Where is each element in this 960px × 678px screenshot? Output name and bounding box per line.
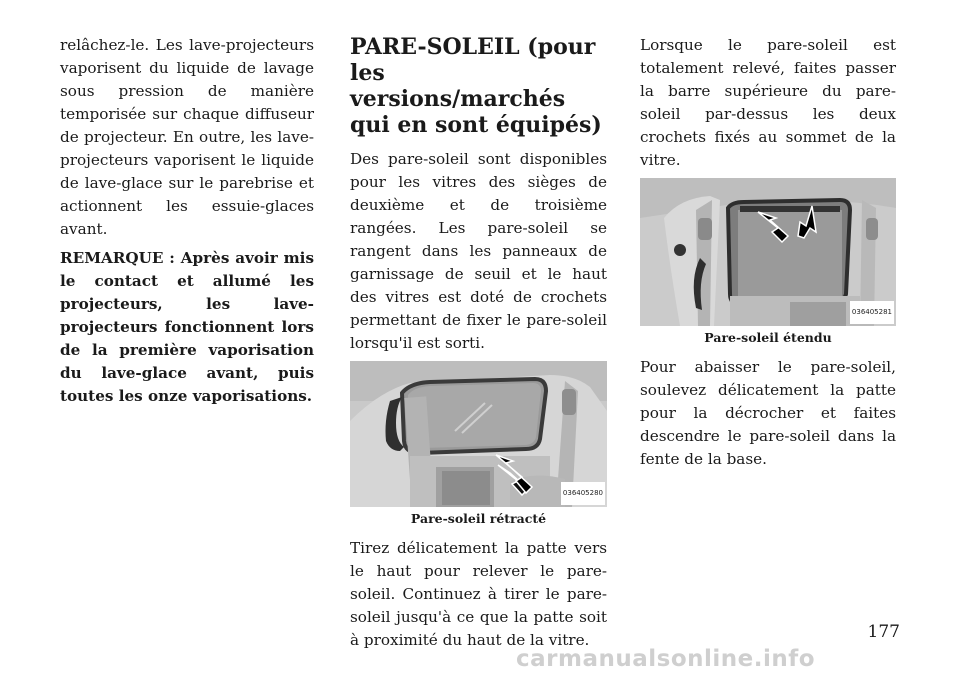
paragraph-raise-sunshade: Tirez délicatement la patte vers le haut pour relever le pare-soleil. Continuez à tirer le pare-soleil jusqu'à ce que la patte soit à proximité du haut de la vitre.: [350, 539, 607, 649]
paragraph-lower-sunshade: Pour abaisser le pare-soleil, soulevez délicatement la patte pour la décrocher et faites descendre le pare-soleil dans la fente de la base.: [640, 358, 896, 468]
text-column-middle: [350, 34, 607, 658]
figure-code: 036405281: [850, 301, 894, 324]
figure-caption: Pare-soleil rétracté: [410, 511, 547, 526]
note-paragraph: REMARQUE : Après avoir mis le contact et allumé les projecteurs, les lave-projecteurs fonctionnent lors de la première vaporisation du lave-glace avant, puis toutes les onze vaporisations.: [60, 249, 314, 405]
watermark-text: carmanualsonline.info: [516, 646, 816, 672]
paragraph-hook-sunshade: Lorsque le pare-soleil est totalement relevé, faites passer la barre supérieure du pare-soleil par-dessus les deux crochets fixés au sommet de la vitre.: [640, 36, 896, 169]
figure-sunshade-extended: [640, 178, 896, 326]
paragraph-sunshade-intro: Des pare-soleil sont disponibles pour les vitres des sièges de deuxième et de troisième rangées. Les pare-soleil se rangent dans les panneaux de garnissage de seuil et le haut des vitres est doté de crochets permettant de fixer le pare-soleil lorsqu'il est sorti.: [350, 150, 607, 352]
text-column-right: [640, 34, 896, 477]
section-heading-sunshade: PARE-SOLEIL (pour les versions/marchés qui en sont équipés): [350, 34, 602, 138]
text-column-left: [60, 34, 314, 414]
figure-caption: Pare-soleil étendu: [704, 330, 832, 345]
page-number: 177: [867, 622, 900, 642]
figure-code: 036405280: [561, 482, 605, 505]
paragraph-headlamp-washers: relâchez-le. Les lave-projecteurs vaporisent du liquide de lavage sous pression de manière temporisée sur chaque diffuseur de projecteur. En outre, les lave-projecteurs vaporisent le liquide de lave-glace sur le parebrise et actionnent les essuie-glaces avant.: [60, 36, 314, 238]
figure-sunshade-retracted: [350, 361, 607, 507]
